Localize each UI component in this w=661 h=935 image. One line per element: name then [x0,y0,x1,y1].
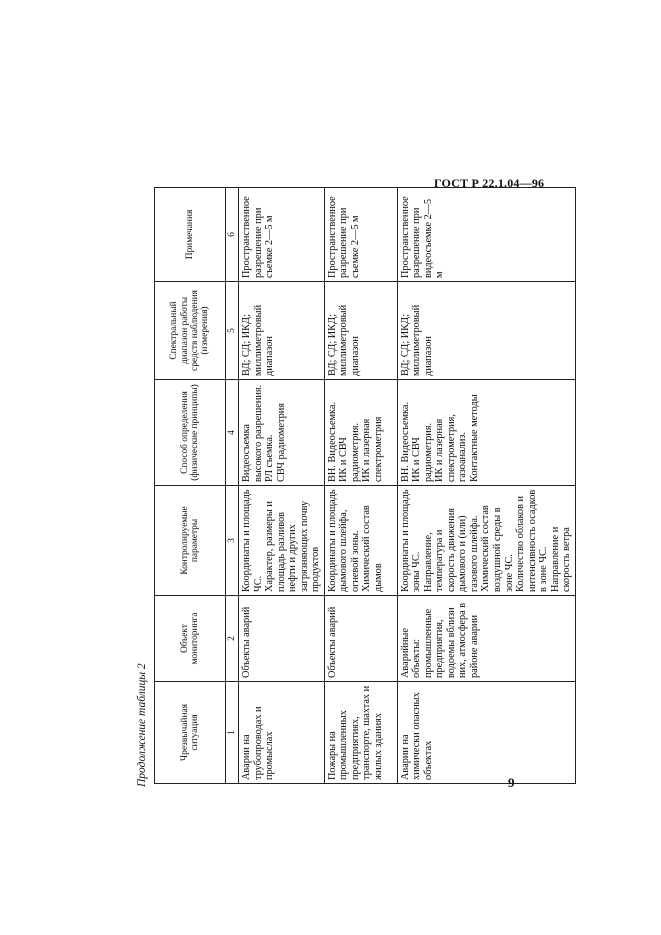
table-header-row [155,188,226,784]
column-number: 5 [226,282,239,380]
column-number: 3 [226,486,239,596]
object-cell: Объекты аварий [324,596,397,682]
method-cell: ВН. Видеосъемка. ИК и СВЧ радиометрия. ИК и лазерная спектрометрия, газоанализ. Контактные методы [397,380,575,486]
standard-code: ГОСТ Р 22.1.04—96 [434,176,545,190]
parameters-cell: Координаты и площадь ЧС. Характер, размеры и площадь разливов нефти и других загрязняющих почву продуктов [239,486,325,596]
column-header: Способ определения (физические принципы) [155,380,226,486]
column-number: 4 [226,380,239,486]
situation-cell: Аварии на трубопроводах и промыслах [239,682,325,784]
column-header: Примечания [155,188,226,282]
notes-cell: Пространственное разрешение при съемке 2—5 м [239,188,325,282]
spectrum-cell: ВД; СД; ИКД; миллиметровый диапазон [397,282,575,380]
parameters-cell: Координаты и площадь дымового шлейфа, огневой зоны. Химический состав дымов [324,486,397,596]
method-cell: ВН. Видеосъемка. ИК и СВЧ радиометрия. ИК и лазерная спектрометрия [324,380,397,486]
column-header: Контролируемые параметры [155,486,226,596]
column-number: 6 [226,188,239,282]
column-header: Чрезвычайная ситуация [155,682,226,784]
table-caption: Продолжение таблицы 2 [136,663,148,787]
notes-cell: Пространственное разрешение при видеосъемке 2—5 м [397,188,575,282]
method-cell: Видеосъемка высокого разрешения. РЛ съемка. СВЧ радиометрия [239,380,325,486]
object-cell: Объекты аварий [239,596,325,682]
situation-cell: Аварии на химически опасных объектах [397,682,575,784]
column-number: 2 [226,596,239,682]
page-number: 9 [508,775,515,790]
table-row [397,188,575,784]
spectrum-cell: ВД; СД; ИКД; миллиметровый диапазон [324,282,397,380]
table-row [239,188,325,784]
rotated-table-frame [136,187,573,787]
parameters-cell: Координаты и площадь зоны ЧС. Направление, температура и скорость движения дымового и (или) газового шлейфа. Химический состав воздушной среды в зоне ЧС. Количество облаков и интенсивность осадков в зоне ЧС. Направление и скорость ветра [397,486,575,596]
column-header: Спектральный диапазон работы средств наблюдения (измерения) [155,282,226,380]
column-header: Объект мониторинга [155,596,226,682]
table-row [324,188,397,784]
object-cell: Аварийные объекты: промышленные предприятия, водоемы вблизи них, атмосфера в районе аварии [397,596,575,682]
spectrum-cell: ВД; СД; ИКД; миллиметровый диапазон [239,282,325,380]
situation-cell: Пожары на промышленных предприятиях, транспорте, шахтах и жилых зданиях [324,682,397,784]
column-number-row [226,188,239,784]
column-number: 1 [226,682,239,784]
notes-cell: Пространственное разрешение при съемке 2—5 м [324,188,397,282]
monitoring-table [154,187,576,784]
